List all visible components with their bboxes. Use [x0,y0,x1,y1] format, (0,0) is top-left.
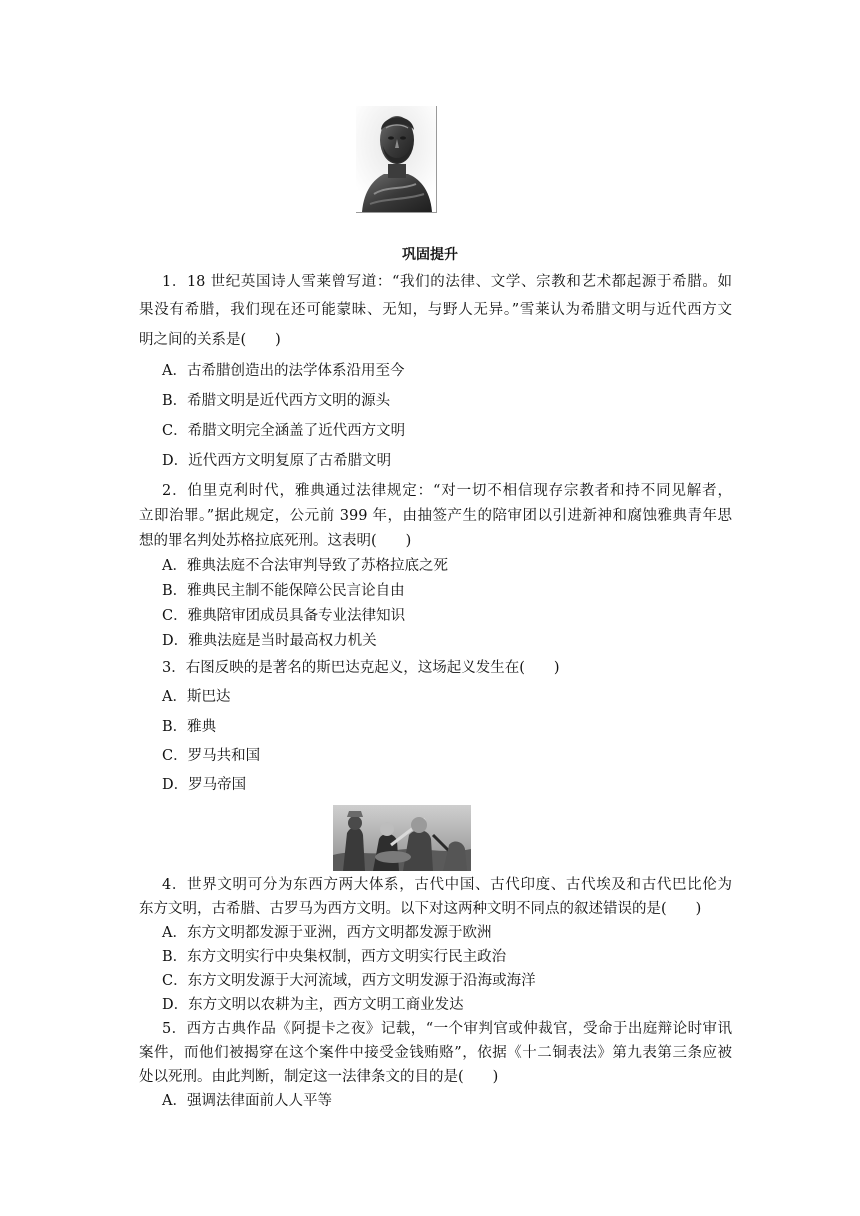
q3-option-a: A．斯巴达 [162,689,231,705]
q1-option-b: B．希腊文明是近代西方文明的源头 [162,393,391,409]
q1-stem-line: 1．18 世纪英国诗人雪莱曾写道：“我们的法律、文学、宗教和艺术都起源于希腊。如 [162,274,732,290]
q4-stem-line: 4．世界文明可分为东西方两大体系，古代中国、古代印度、古代埃及和古代巴比伦为 [162,877,732,893]
q4-option-d: D．东方文明以农耕为主，西方文明工商业发达 [162,997,464,1013]
q5-stem-line: 处以死刑。由此判断，制定这一法律条文的目的是( ) [139,1069,499,1085]
q3-option-c: C．罗马共和国 [162,748,261,764]
q2-option-c: C．雅典陪审团成员具备专业法律知识 [162,608,406,624]
q1-option-d: D．近代西方文明复原了古希腊文明 [162,453,392,469]
q2-stem-line: 立即治罪。”据此规定，公元前 399 年，由抽签产生的陪审团以引进新神和腐蚀雅典青年思 [139,508,732,524]
q4-option-c: C．东方文明发源于大河流域，西方文明发源于沿海或海洋 [162,973,536,989]
q1-stem-line: 果没有希腊，我们现在还可能蒙昧、无知，与野人无异。”雪莱认为希腊文明与近代西方文 [139,302,732,318]
q2-option-b: B．雅典民主制不能保障公民言论自由 [162,583,405,599]
q2-option-d: D．雅典法庭是当时最高权力机关 [162,633,377,649]
q2-stem-line: 想的罪名判处苏格拉底死刑。这表明( ) [139,533,412,549]
q3-stem-line: 3．右图反映的是著名的斯巴达克起义，这场起义发生在( ) [162,660,560,676]
philosopher-bust-image [356,106,437,213]
section-heading: 巩固提升 [402,247,458,263]
q5-option-a: A．强调法律面前人人平等 [162,1093,332,1109]
q1-stem-line: 明之间的关系是( ) [139,332,281,348]
spartacus-battle-image [333,805,471,871]
q2-option-a: A．雅典法庭不合法审判导致了苏格拉底之死 [162,558,448,574]
q2-stem-line: 2．伯里克利时代，雅典通过法律规定：“对一切不相信现存宗教者和持不同见解者， [162,483,732,499]
q4-option-b: B．东方文明实行中央集权制，西方文明实行民主政治 [162,949,507,965]
q4-stem-line: 东方文明，古希腊、古罗马为西方文明。以下对这两种文明不同点的叙述错误的是( ) [139,901,702,917]
q1-option-a: A．古希腊创造出的法学体系沿用至今 [162,363,405,379]
q3-option-d: D．罗马帝国 [162,777,247,793]
q5-stem-line: 案件，而他们被揭穿在这个案件中接受金钱贿赂”，依据《十二铜表法》第九表第三条应被 [139,1045,732,1061]
q1-option-c: C．希腊文明完全涵盖了近代西方文明 [162,423,406,439]
q4-option-a: A．东方文明都发源于亚洲，西方文明都发源于欧洲 [162,925,492,941]
q3-option-b: B．雅典 [162,719,217,735]
q5-stem-line: 5．西方古典作品《阿提卡之夜》记载，“一个审判官或仲裁官，受命于出庭辩论时审讯 [162,1021,732,1037]
